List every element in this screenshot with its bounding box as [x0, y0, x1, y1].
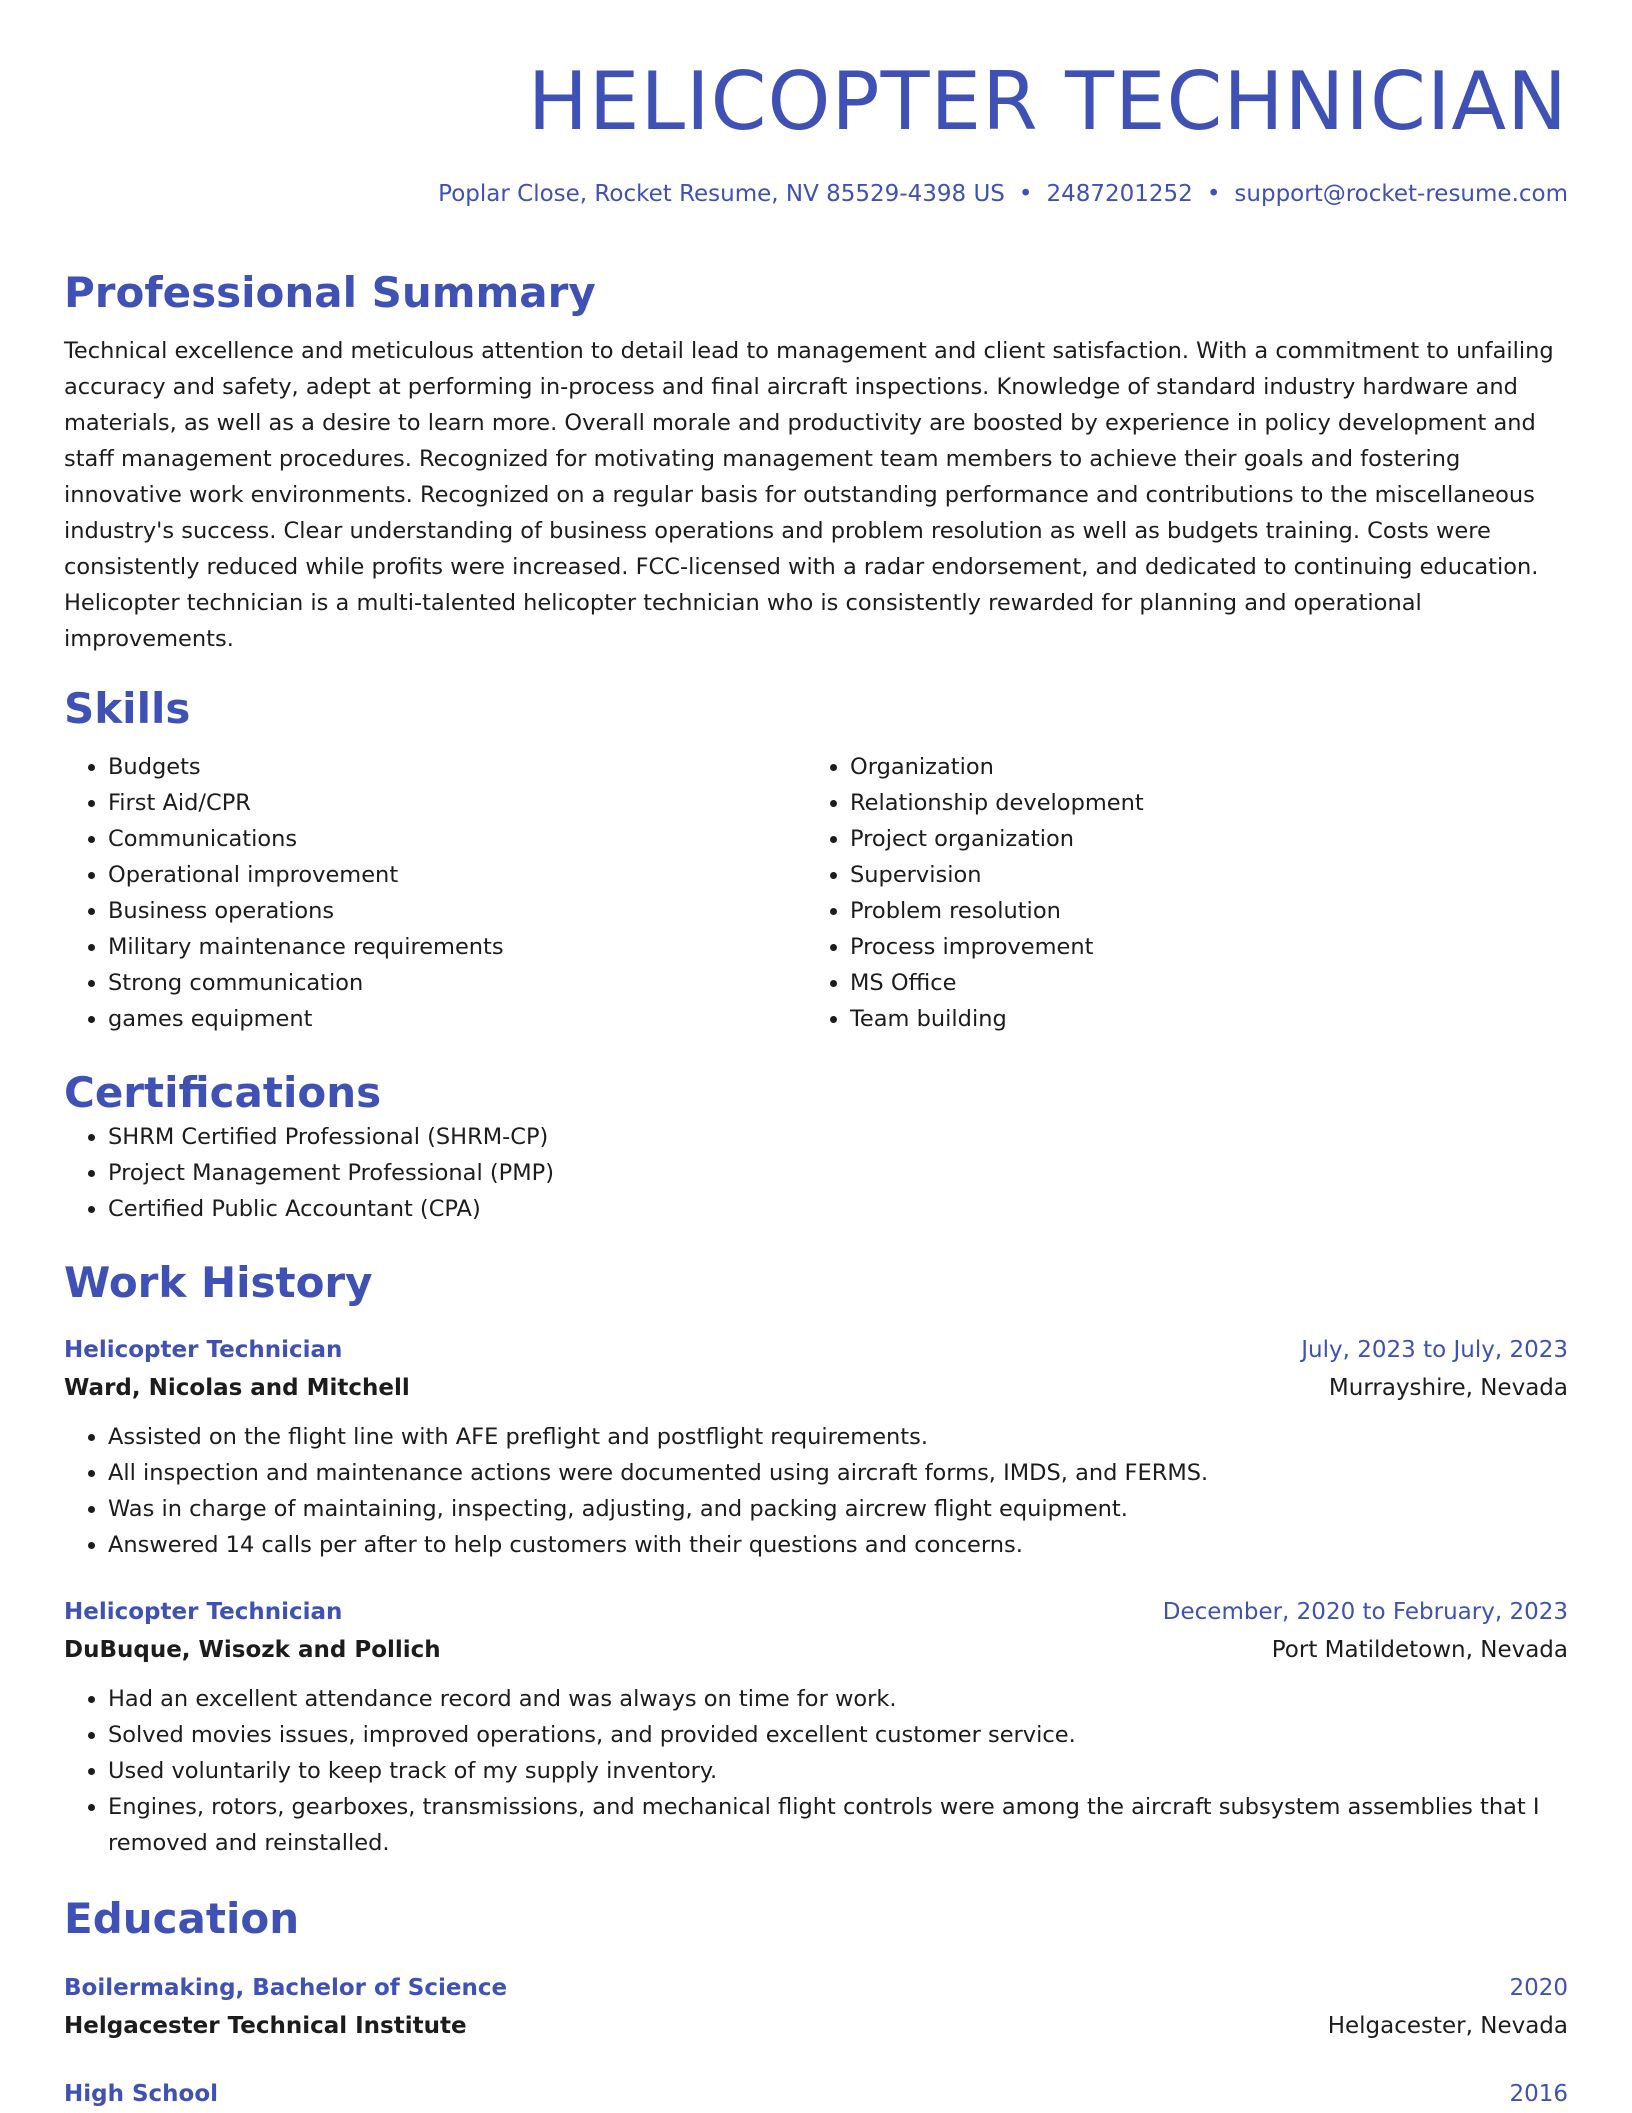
certification-item: • SHRM Certified Professional (SHRM-CP): [108, 1119, 1568, 1155]
job-entry: [64, 1593, 1568, 1861]
skill-item: • Communications: [108, 821, 806, 857]
skill-item: • Problem resolution: [850, 893, 1548, 929]
skill-item: • Team building: [850, 1001, 1548, 1037]
job-title: Helicopter Technician: [64, 1337, 343, 1363]
job-dates: July, 2023 to July, 2023: [1301, 1337, 1568, 1363]
job-subheader: [64, 1631, 1568, 1669]
job-bullets: [64, 1419, 1568, 1563]
skills-columns: [64, 749, 1568, 1037]
job-header: [64, 1331, 1568, 1369]
contact-separator: •: [1018, 181, 1033, 207]
skill-item: • First Aid/CPR: [108, 785, 806, 821]
contact-line: [64, 179, 1568, 209]
contact-email: support@rocket-resume.com: [1234, 181, 1568, 207]
education-header: [64, 1969, 1568, 2007]
skills-heading: Skills: [64, 684, 191, 733]
job-bullet: • Solved movies issues, improved operations, and provided excellent customer service.: [108, 1717, 1568, 1753]
job-company: DuBuque, Wisozk and Pollich: [64, 1637, 441, 1663]
resume-page: [64, 0, 1568, 2113]
education-degree: High School: [64, 2081, 219, 2107]
education-school: Helgacester Technical Institute: [64, 2013, 467, 2039]
job-bullet: • Assisted on the flight line with AFE preflight and postflight requirements.: [108, 1419, 1568, 1455]
education-entry: [64, 1969, 1568, 2045]
education-year: 2016: [1509, 2081, 1568, 2107]
skill-item: • Organization: [850, 749, 1548, 785]
skill-item: • Project organization: [850, 821, 1548, 857]
job-location: Port Matildetown, Nevada: [1271, 1637, 1568, 1663]
job-entry: [64, 1331, 1568, 1563]
job-title: Helicopter Technician: [64, 1599, 343, 1625]
education-subheader: [64, 2007, 1568, 2045]
job-location: Murrayshire, Nevada: [1328, 1375, 1568, 1401]
work-history-heading: Work History: [64, 1258, 373, 1307]
job-dates: December, 2020 to February, 2023: [1162, 1599, 1568, 1625]
skills-left-list: [64, 749, 806, 1037]
education-header: [64, 2075, 1568, 2113]
skill-item: • Process improvement: [850, 929, 1548, 965]
skill-item: • Business operations: [108, 893, 806, 929]
job-header: [64, 1593, 1568, 1631]
skill-item: • MS Office: [850, 965, 1548, 1001]
skill-item: • Operational improvement: [108, 857, 806, 893]
job-bullet: • Engines, rotors, gearboxes, transmissions, and mechanical flight controls were among the aircraft subsystem assemblies that I removed and reinstalled.: [108, 1789, 1568, 1861]
skills-right-list: [806, 749, 1548, 1037]
education-year: 2020: [1509, 1975, 1568, 2001]
contact-address: Poplar Close, Rocket Resume, NV 85529-4398 US: [438, 181, 1005, 207]
skill-item: • Military maintenance requirements: [108, 929, 806, 965]
resume-name: HELICOPTER TECHNICIAN: [527, 55, 1568, 148]
job-subheader: [64, 1369, 1568, 1407]
contact-phone: 2487201252: [1046, 181, 1193, 207]
education-entry: [64, 2075, 1568, 2113]
skill-item: • Strong communication: [108, 965, 806, 1001]
summary-text: Technical excellence and meticulous attention to detail lead to management and client satisfaction. With a commitment to unfailing accuracy and safety, adept at performing in-process and final aircraft inspections. Knowledge of standard industry hardware and materials, as well as a desire to learn more. Overall morale and productivity are boosted by experience in policy development and staff management procedures. Recognized for motivating management team members to achieve their goals and fostering innovative work environments. Recognized on a regular basis for outstanding performance and contributions to the miscellaneous industry's success. Clear understanding of business operations and problem resolution as well as budgets training. Costs were consistently reduced while profits were increased. FCC-licensed with a radar endorsement, and dedicated to continuing education. Helicopter technician is a multi-talented helicopter technician who is consistently rewarded for planning and operational improvements.: [64, 338, 1554, 652]
skill-item: • Relationship development: [850, 785, 1548, 821]
education-location: Helgacester, Nevada: [1327, 2013, 1568, 2039]
skill-item: • Budgets: [108, 749, 806, 785]
job-bullet: • All inspection and maintenance actions were documented using aircraft forms, IMDS, and FERMS.: [108, 1455, 1568, 1491]
job-bullet: • Had an excellent attendance record and was always on time for work.: [108, 1681, 1568, 1717]
job-bullet: • Was in charge of maintaining, inspecting, adjusting, and packing aircrew flight equipment.: [108, 1491, 1568, 1527]
certification-item: • Project Management Professional (PMP): [108, 1155, 1568, 1191]
education-degree: Boilermaking, Bachelor of Science: [64, 1975, 508, 2001]
certifications-list: [64, 1119, 1568, 1227]
job-bullet: • Answered 14 calls per after to help customers with their questions and concerns.: [108, 1527, 1568, 1563]
skill-item: • Supervision: [850, 857, 1548, 893]
education-heading: Education: [64, 1894, 300, 1943]
skill-item: • games equipment: [108, 1001, 806, 1037]
job-bullets: [64, 1681, 1568, 1861]
certification-item: • Certified Public Accountant (CPA): [108, 1191, 1568, 1227]
contact-separator: •: [1206, 181, 1221, 207]
summary-heading: Professional Summary: [64, 268, 596, 317]
job-company: Ward, Nicolas and Mitchell: [64, 1375, 410, 1401]
job-bullet: • Used voluntarily to keep track of my supply inventory.: [108, 1753, 1568, 1789]
certifications-heading: Certifications: [64, 1068, 382, 1117]
